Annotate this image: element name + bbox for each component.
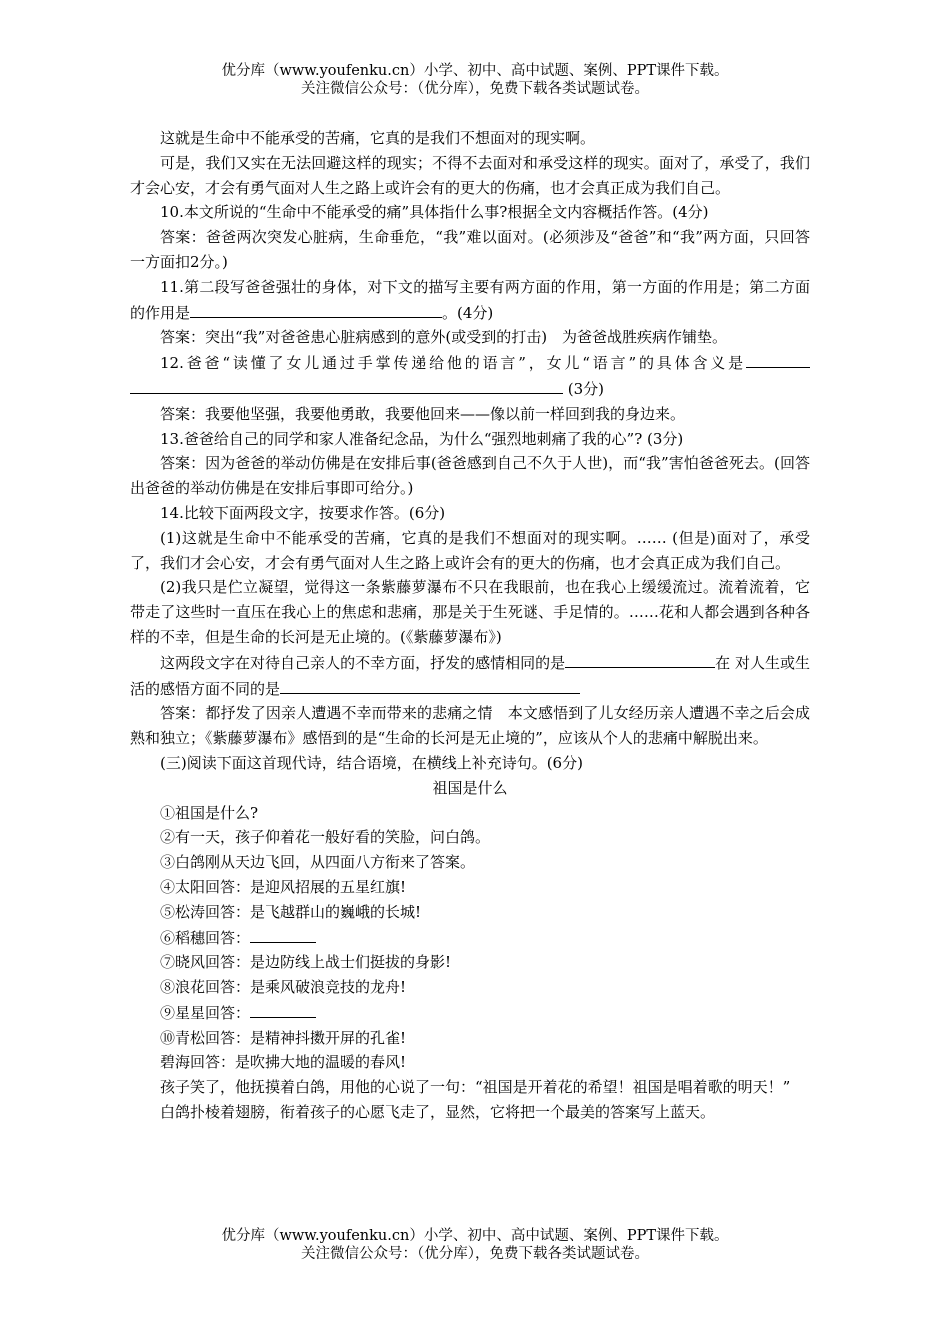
poem-line [130,925,810,951]
answer-11: 答案：突出“我”对爸爸患心脏病感到的意外(或受到的打击) 为爸爸战胜疾病作铺垫。 [160,328,728,347]
section-3-heading: (三)阅读下面这首现代诗，结合语境，在横线上补充诗句。(6分) [160,753,583,772]
question-14-passage-1: (1)这就是生命中不能承受的苦痛，它真的是我们不想面对的现实啊。…… (但是)面对了，承受了，我们才会心安，才会有勇气面对人生之路上或许会有的更大的伤痛，也才会真正成为我们自己。 [130,528,810,572]
passage-paragraph-1: 这就是生命中不能承受的苦痛，它真的是我们不想面对的现实啊。 [160,129,596,147]
poem-line: ⑧浪花回答：是乘风破浪竞技的龙舟! [160,978,407,997]
poem-line: ⑤松涛回答：是飞越群山的巍峨的长城! [160,902,422,921]
question-11-text-c: 。(4分) [442,303,494,322]
answer-13: 答案：因为爸爸的举动仿佛是在安排后事(爸爸感到自己不久于人世)，而“我”害怕爸爸死去。(回答出爸爸的举动仿佛是在安排后事即可给分。) [130,454,810,498]
answer-blank [280,676,580,694]
answer-blank [250,925,316,943]
page-footer [0,1227,950,1263]
poem-line: ⑩青松回答：是精神抖擞开屏的孔雀! [160,1028,407,1047]
header-line-1: 优分库（www.youfenku.cn）小学、初中、高中试题、案例、PPT课件下载。 [221,63,729,79]
document-body [130,126,810,1125]
poem-ending-2: 白鸽扑棱着翅膀，衔着孩子的心愿飞走了，显然，它将把一个最美的答案写上蓝天。 [160,1103,716,1122]
question-11-text-a: 11.第二段写爸爸强壮的身体，对下文的描写主要有两方面的作用，第一方面的作用是 [160,277,734,296]
question-11-text-b: ；第二方面的作用是 [130,277,810,322]
question-10: 10.本文所说的“生命中不能承受的痛”具体指什么事?根据全文内容概括作答。(4分) [160,203,709,222]
poem-line: ④太阳回答：是迎风招展的五星红旗! [160,877,407,896]
poem-ending-1: 孩子笑了，他抚摸着白鸽，用他的心说了一句：“祖国是开着花的希望！祖国是唱着歌的明天！” [160,1078,791,1097]
answer-blank [250,1000,316,1018]
question-14-ask [130,650,810,702]
footer-line-1: 优分库（www.youfenku.cn）小学、初中、高中试题、案例、PPT课件下载。 [221,1228,729,1244]
question-14-ask-b: 在 对人生或生活的感悟方面不同的是 [130,653,810,698]
poem-line: ③白鸽刚从天边飞回，从四面八方衔来了答案。 [160,853,476,872]
question-14-passage-2: (2)我只是伫立凝望，觉得这一条紫藤萝瀑布不只在我眼前，也在我心上缓缓流过。流着流着，它带走了这些时一直压在我心上的焦虑和悲痛，那是关于生死谜、手足情的。……花和人都会遇到各种各样的不幸，但是生命的长河是无止境的。(《紫藤萝瀑布》) [130,578,810,646]
question-13: 13.爸爸给自己的同学和家人准备纪念品，为什么“强烈地刺痛了我的心”? (3分) [160,429,684,448]
passage-paragraph-2: 可是，我们又实在无法回避这样的现实；不得不去面对和承受这样的现实。面对了，承受了，我们才会心安，才会有勇气面对人生之路上或许会有的更大的伤痛，也才会真正成为我们自己。 [130,153,810,197]
header-line-2: 关注微信公众号：（优分库），免费下载各类试题试卷。 [301,81,649,97]
answer-blank [130,376,563,394]
poem-line-text: ⑨星星回答： [160,1003,251,1022]
answer-14: 答案：都抒发了因亲人遭遇不幸而带来的悲痛之情 本文感悟到了儿女经历亲人遭遇不幸之后会成熟和独立；《紫藤萝瀑布》感悟到的是“生命的长河是无止境的”，应该从个人的悲痛中解脱出来。 [130,704,810,748]
answer-blank [746,350,810,368]
poem-line [130,1000,810,1026]
poem-line: 碧海回答：是吹拂大地的温暖的春风! [160,1053,407,1072]
poem-line: ②有一天，孩子仰着花一般好看的笑脸，问白鸽。 [160,828,491,847]
poem-title: 祖国是什么 [432,778,508,797]
page-header [0,62,950,98]
question-11 [130,275,810,326]
question-14-ask-a: 这两段文字在对待自己亲人的不幸方面，抒发的感情相同的是 [160,653,566,672]
footer-line-2: 关注微信公众号：（优分库），免费下载各类试题试卷。 [301,1246,649,1262]
question-12-text-b: (3分) [567,379,605,398]
answer-blank [565,650,715,668]
question-12-text-a: 12.爸爸“读懂了女儿通过手掌传递给他的语言”，女儿“语言”的具体含义是 [160,354,746,373]
answer-blank [190,300,442,318]
poem-line-text: ⑥稻穗回答： [160,928,251,947]
poem-line: ⑦晓风回答：是边防线上战士们挺拔的身影! [160,953,452,972]
question-14: 14.比较下面两段文字，按要求作答。(6分) [160,503,446,522]
question-12 [130,350,810,402]
answer-10: 答案：爸爸两次突发心脏病，生命垂危，“我”难以面对。(必须涉及“爸爸”和“我”两方面，只回答一方面扣2分。) [130,228,810,271]
poem-line: ①祖国是什么? [160,803,259,822]
answer-12: 答案：我要他坚强，我要他勇敢，我要他回来——像以前一样回到我的身边来。 [160,404,686,423]
